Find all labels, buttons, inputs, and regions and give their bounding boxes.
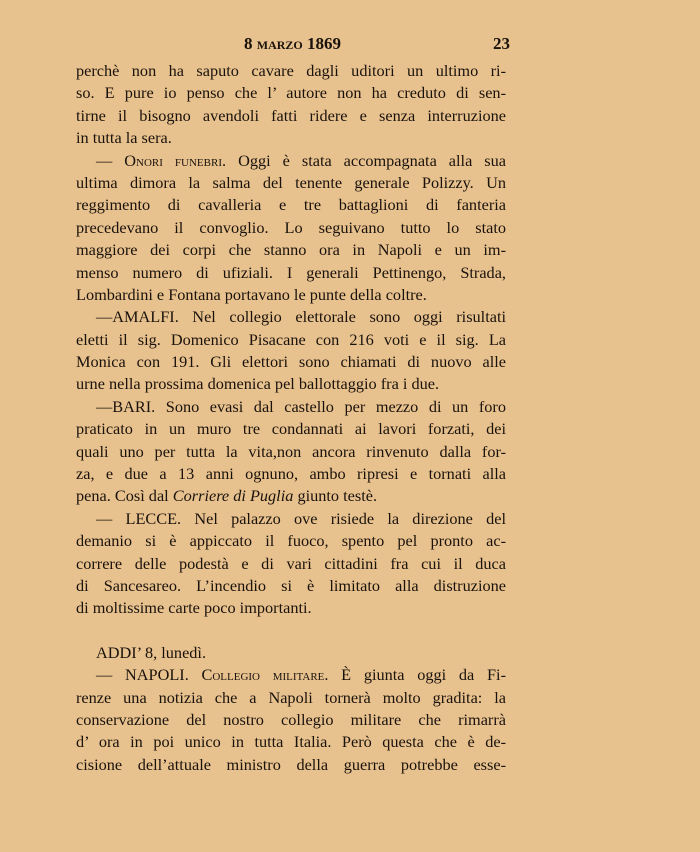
text-line bbox=[76, 664, 506, 686]
header-day: 8 bbox=[244, 34, 253, 53]
text-line: cisione dell’attuale ministro della guerra potrebbe esse- bbox=[76, 754, 506, 774]
text-line: d’ ora in poi unico in tutta Italia. Però questa che è de- bbox=[76, 732, 506, 752]
text-run: — NAPOLI. bbox=[96, 665, 202, 685]
text-line: za, e due a 13 anni ognuno, ambo ripresi e tornati alla bbox=[76, 464, 506, 484]
text-line: urne nella prossima domenica pel ballottaggio fra i due. bbox=[76, 374, 440, 394]
text-line: —AMALFI. Nel collegio elettorale sono oggi risultati bbox=[96, 307, 506, 327]
dateline: ADDI’ 8, lunedì. bbox=[96, 642, 207, 662]
paragraph-bari bbox=[76, 396, 506, 508]
text-line: praticato in un muro tre condannati ai lavori forzati, dei bbox=[76, 419, 506, 439]
paragraph-amalfi bbox=[76, 306, 506, 396]
text-line bbox=[76, 150, 506, 172]
paragraph-continuation bbox=[76, 60, 506, 150]
text-run: . È giunta oggi da Fi- bbox=[324, 665, 507, 685]
section-heading: Collegio militare bbox=[201, 665, 325, 685]
running-header bbox=[76, 34, 510, 60]
text-line: renze una notizia che a Napoli tornerà molto gradita: la bbox=[76, 687, 506, 707]
text-line: Monica con 191. Gli elettori sono chiamati di nuovo alle bbox=[76, 352, 506, 372]
text-line: quali uno per tutta la vita,non ancora rinvenuto dalla for- bbox=[76, 441, 506, 461]
text-line: di Sancesareo. L’incendio si è limitato alla distruzione bbox=[76, 575, 506, 595]
text-line: menso numero di ufiziali. I generali Pettinengo, Strada, bbox=[76, 262, 506, 282]
text-line: precedevano il convoglio. Lo seguivano tutto lo stato bbox=[76, 217, 506, 237]
text-line: perchè non ha saputo cavare dagli uditori un ultimo ri- bbox=[76, 61, 506, 80]
text-line: maggiore dei corpi che stanno ora in Napoli e un im- bbox=[76, 240, 506, 260]
text-line: ultima dimora la salma del tenente generale Polizzy. Un bbox=[76, 172, 506, 192]
text-line: so. E pure io penso che l’ autore non ha creduto di sen- bbox=[76, 83, 506, 103]
text-line: eletti il sig. Domenico Pisacane con 216 voti e il sig. La bbox=[76, 329, 506, 349]
text-line: correre delle podestà e di vari cittadini fra cui il duca bbox=[76, 553, 506, 573]
text-line: di moltissime carte poco importanti. bbox=[76, 598, 312, 618]
text-line: conservazione del nostro collegio militare che rimarrà bbox=[76, 709, 506, 729]
page-number: 23 bbox=[493, 34, 510, 53]
text-line: Lombardini e Fontana portavano le punte della coltre. bbox=[76, 284, 427, 304]
text-run: pena. Così dal bbox=[76, 486, 173, 506]
header-year: 1869 bbox=[307, 34, 341, 53]
book-page bbox=[76, 34, 510, 776]
text-run: . Oggi è stata accompagnata alla sua bbox=[222, 150, 506, 170]
text-line: demanio si è appiccato il fuoco, spento pel pronto ac- bbox=[76, 531, 506, 551]
running-title bbox=[244, 34, 341, 54]
text-line bbox=[76, 485, 506, 507]
text-line: tirne il bisogno avendoli fatti ridere e senza interruzione bbox=[76, 105, 506, 125]
text-run: giunto testè. bbox=[293, 486, 378, 506]
section-heading: Onori funebri bbox=[124, 150, 222, 170]
text-line: — LECCE. Nel palazzo ove risiede la direzione del bbox=[96, 508, 506, 528]
paragraph-lecce bbox=[76, 508, 506, 620]
newspaper-title: Corriere di Puglia bbox=[172, 486, 294, 506]
paragraph-onori-funebri bbox=[76, 150, 506, 307]
header-month: marzo bbox=[256, 34, 303, 53]
text-line: in tutta la sera. bbox=[76, 128, 172, 148]
spacer bbox=[76, 620, 506, 642]
paragraph-napoli bbox=[76, 664, 506, 776]
dash: — bbox=[96, 150, 125, 170]
text-line: reggimento di cavalleria e tre battaglioni di fanteria bbox=[76, 195, 506, 215]
text-line: —BARI. Sono evasi dal castello per mezzo di un foro bbox=[96, 396, 506, 416]
page-body bbox=[76, 60, 506, 776]
